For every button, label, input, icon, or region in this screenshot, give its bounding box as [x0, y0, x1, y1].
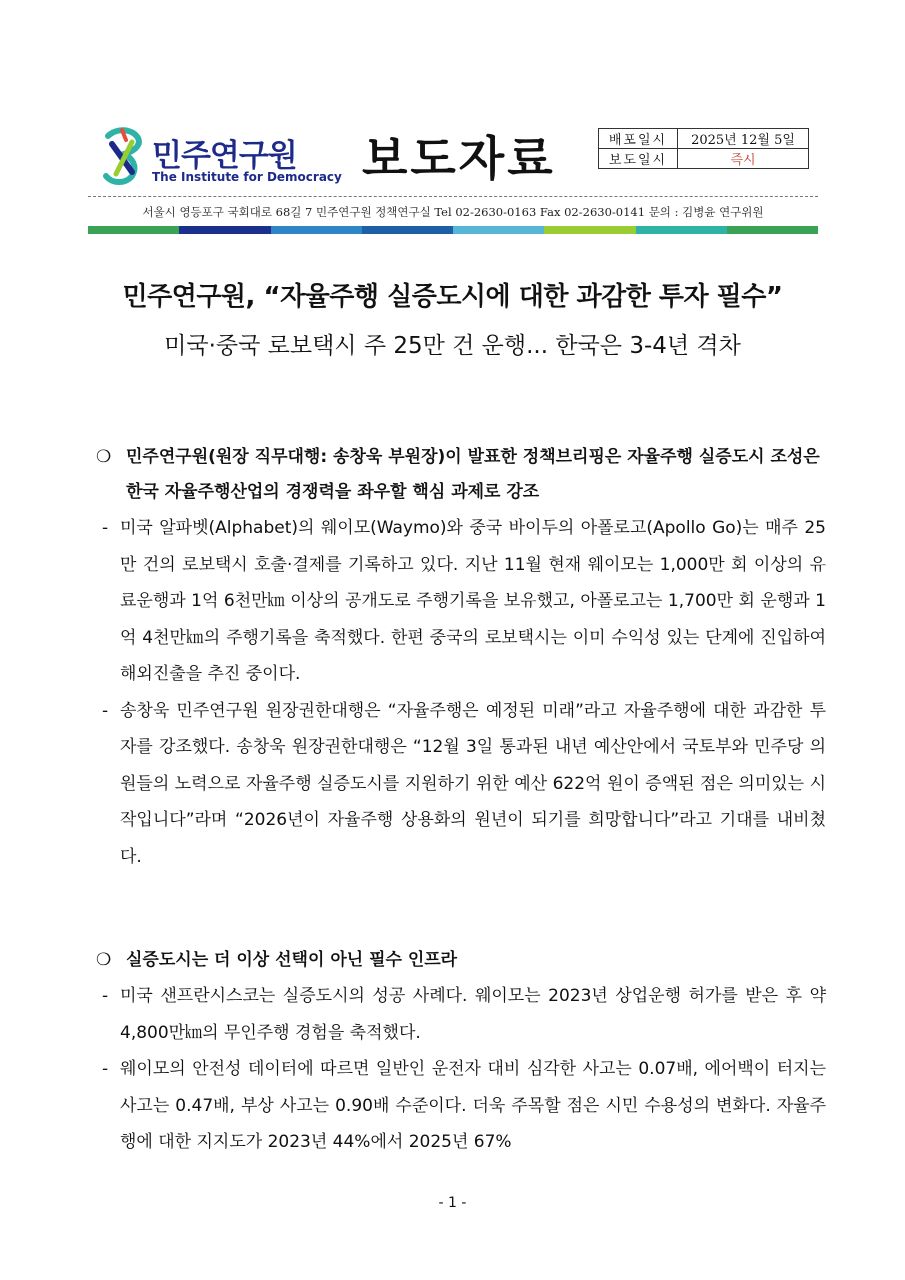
section-2	[96, 943, 826, 1161]
list-item-text: 미국 알파벳(Alphabet)의 웨이모(Waymo)와 중국 바이두의 아폴로고(Apollo Go)는 매주 25만 건의 로보택시 호출·결제를 기록하고 있다. 지난 11월 현재 웨이모는 1,000만 회 이상의 유료운행과 1억 6천만㎞ 이상의 공개도로 주행기록을 보유했고, 아폴로고는 1,700만 회 운행과 1억 4천만㎞의 주행기록을 축적했다. 한편 중국의 로보택시는 이미 수익성 있는 단계에 진입하여 해외진출을 추진 중이다.	[120, 518, 826, 684]
dash-bullet: -	[102, 1059, 109, 1079]
subheadline: 미국·중국 로보택시 주 25만 건 운행... 한국은 3-4년 격차	[164, 333, 741, 359]
list-item-text: 미국 샌프란시스코는 실증도시의 성공 사례다. 웨이모는 2023년 상업운행 허가를 받은 후 약 4,800만㎞의 무인주행 경험을 축적했다.	[120, 986, 826, 1043]
color-stripe	[271, 226, 362, 234]
list-item-text: 웨이모의 안전성 데이터에 따르면 일반인 운전자 대비 심각한 사고는 0.07배, 에어백이 터지는 사고는 0.47배, 부상 사고는 0.90배 수준이다. 더욱 주목할 점은 시민 수용성의 변화다. 자율주행에 대한 지지도가 2023년 44%에서 2025년 67%	[120, 1059, 826, 1152]
section-heading	[96, 440, 826, 510]
color-stripe	[88, 226, 179, 234]
color-stripe	[636, 226, 727, 234]
release-date-value: 2025년 12월 5일	[678, 129, 809, 149]
color-stripe	[362, 226, 453, 234]
color-stripe	[727, 226, 818, 234]
list-item	[96, 510, 826, 693]
color-stripe-bar	[88, 226, 818, 234]
institute-emblem-icon	[102, 126, 146, 186]
contact-address-line: 서울시 영등포구 국회대로 68길 7 민주연구원 정책연구실 Tel 02-2630-0163 Fax 02-2630-0141 문의 : 김병윤 연구위원	[142, 205, 764, 219]
section-heading-text: 실증도시는 더 이상 선택이 아닌 필수 인프라	[126, 950, 458, 970]
release-date-row	[599, 129, 809, 149]
institute-logo	[102, 126, 342, 188]
circle-bullet-icon: ❍	[96, 950, 112, 970]
press-release-title: 보도자료	[362, 132, 556, 187]
color-stripe	[179, 226, 270, 234]
logo-english-name: The Institute for Democracy	[152, 170, 342, 184]
section-heading	[96, 943, 826, 978]
dash-bullet: -	[102, 986, 109, 1006]
release-info-table	[598, 128, 809, 169]
header-divider	[88, 196, 818, 197]
list-item	[96, 978, 826, 1051]
embargo-value: 즉시	[678, 149, 809, 169]
embargo-row	[599, 149, 809, 169]
dash-bullet: -	[102, 518, 109, 538]
list-item	[96, 1051, 826, 1161]
logo-name: 민주연구원	[152, 138, 297, 174]
color-stripe	[453, 226, 544, 234]
embargo-label: 보도일시	[599, 149, 678, 169]
list-item	[96, 693, 826, 876]
headline: 민주연구원, “자율주행 실증도시에 대한 과감한 투자 필수”	[122, 282, 783, 312]
color-stripe	[544, 226, 635, 234]
dash-bullet: -	[102, 700, 109, 721]
release-date-label: 배포일시	[599, 129, 678, 149]
section-heading-text: 민주연구원(원장 직무대행: 송창욱 부원장)이 발표한 정책브리핑은 자율주행 실증도시 조성은 한국 자율주행산업의 경쟁력을 좌우할 핵심 과제로 강조	[126, 447, 820, 502]
circle-bullet-icon: ❍	[96, 447, 112, 467]
page-number: - 1 -	[438, 1195, 467, 1211]
list-item-text: 송창욱 민주연구원 원장권한대행은 “자율주행은 예정된 미래”라고 자율주행에 대한 과감한 투자를 강조했다. 송창욱 원장권한대행은 “12월 3일 통과된 내년 예산안에서 국토부와 민주당 의원들의 노력으로 자율주행 실증도시를 지원하기 위한 예산 622억 원이 증액된 점은 의미있는 시작입니다”라며 “2026년이 자율주행 상용화의 원년이 되기를 희망합니다”라고 기대를 내비쳤다.	[120, 700, 826, 867]
section-1	[96, 440, 826, 875]
